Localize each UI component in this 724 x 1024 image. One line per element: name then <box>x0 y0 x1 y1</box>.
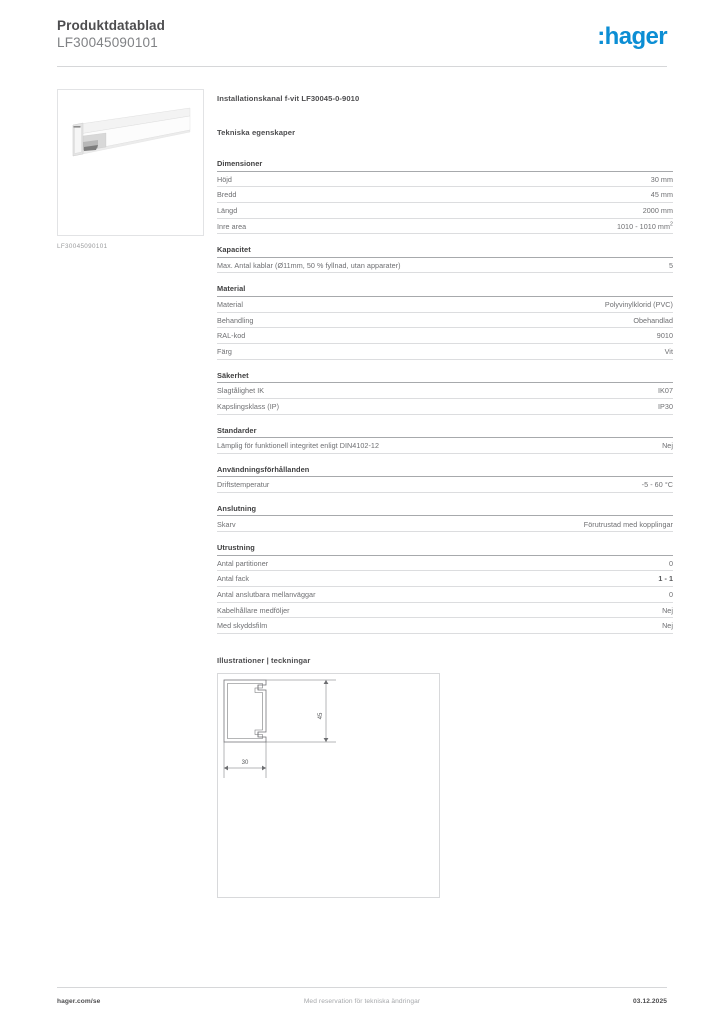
spec-row <box>217 556 673 572</box>
spec-section <box>217 543 673 634</box>
spec-label: Slagtålighet IK <box>217 386 265 396</box>
illustration-frame <box>217 673 440 898</box>
spec-row <box>217 477 673 493</box>
spec-section-title: Kapacitet <box>217 245 673 258</box>
spec-label: Skarv <box>217 519 236 529</box>
spec-label: Lämplig för funktionell integritet enligt DIN4102-12 <box>217 441 380 451</box>
spec-value: 0 <box>668 558 673 568</box>
spec-row <box>217 438 673 454</box>
spec-row <box>217 603 673 619</box>
spec-label: Kabelhållare medföljer <box>217 605 290 615</box>
document-reference: LF30045090101 <box>57 35 158 50</box>
illustrations-heading: Illustrationer | teckningar <box>217 656 311 666</box>
spec-section-title: Utrustning <box>217 543 673 556</box>
spec-value: 5 <box>668 260 673 270</box>
spec-row <box>217 297 673 313</box>
spec-value: 45 mm <box>650 190 673 200</box>
spec-row <box>217 219 673 235</box>
spec-section-title: Användningsförhållanden <box>217 465 673 478</box>
header-divider <box>57 66 667 67</box>
footer-disclaimer: Med reservation för tekniska ändringar <box>303 998 421 1005</box>
spec-sections <box>217 159 673 634</box>
spec-section-title: Standarder <box>217 426 673 439</box>
spec-value: Nej <box>662 621 673 631</box>
product-image-caption: LF30045090101 <box>57 243 108 250</box>
spec-row <box>217 187 673 203</box>
spec-section-title: Säkerhet <box>217 371 673 384</box>
installation-trunking-white-image <box>58 90 203 235</box>
spec-section <box>217 426 673 454</box>
drawing-width-label: 30 <box>241 760 249 767</box>
spec-label: Färg <box>217 347 232 357</box>
spec-value: Förutrustad med kopplingar <box>583 519 673 529</box>
product-image-frame <box>57 89 204 236</box>
footer-website[interactable]: hager.com/se <box>57 998 101 1005</box>
spec-section-title: Dimensioner <box>217 159 673 172</box>
spec-section-title: Anslutning <box>217 504 673 517</box>
spec-label: Antal anslutbara mellanväggar <box>217 590 316 600</box>
spec-value: Polyvinylklorid (PVC) <box>604 300 673 310</box>
spec-value: 30 mm <box>650 174 673 184</box>
specifications-column <box>217 94 673 898</box>
spec-row <box>217 587 673 603</box>
spec-section <box>217 504 673 532</box>
spec-value: Nej <box>662 441 673 451</box>
page-header <box>57 18 667 62</box>
spec-row <box>217 258 673 274</box>
spec-value: Obehandlad <box>633 315 673 325</box>
spec-row <box>217 618 673 634</box>
spec-label: Antal partitioner <box>217 558 269 568</box>
spec-label: RAL-kod <box>217 331 246 341</box>
drawing-height-label: 45 <box>318 712 324 720</box>
spec-row <box>217 172 673 188</box>
spec-value: 1 - 1 <box>658 574 673 584</box>
spec-value: 9010 <box>656 331 673 341</box>
spec-label: Max. Antal kablar (Ø11mm, 50 % fyllnad, utan apparater) <box>217 260 401 270</box>
spec-section <box>217 159 673 234</box>
spec-section-title: Material <box>217 284 673 297</box>
product-name: Installationskanal f-vit LF30045-0-9010 <box>217 94 360 103</box>
profile-cross-section-drawing <box>218 674 439 897</box>
spec-value-superscript: 2 <box>670 221 673 228</box>
spec-label: Med skyddsfilm <box>217 621 268 631</box>
page-footer <box>57 998 667 1005</box>
spec-label: Höjd <box>217 174 232 184</box>
page-title: Produktdatablad <box>57 18 166 33</box>
spec-row <box>217 203 673 219</box>
spec-value: Vit <box>664 347 673 357</box>
spec-section <box>217 245 673 273</box>
spec-label: Inre area <box>217 221 247 231</box>
spec-label: Behandling <box>217 315 254 325</box>
spec-label: Kapslingsklass (IP) <box>217 401 280 411</box>
spec-label: Bredd <box>217 190 237 200</box>
spec-value: 2000 mm <box>642 205 673 215</box>
footer-date: 03.12.2025 <box>632 998 667 1005</box>
spec-section <box>217 371 673 415</box>
hager-logo: :hager <box>597 23 667 50</box>
spec-section <box>217 284 673 359</box>
spec-row <box>217 399 673 415</box>
spec-value: Nej <box>662 605 673 615</box>
technical-properties-heading: Tekniska egenskaper <box>217 128 296 137</box>
spec-row <box>217 328 673 344</box>
spec-value <box>607 222 673 231</box>
spec-value: IK07 <box>658 386 673 396</box>
spec-section <box>217 465 673 493</box>
spec-row <box>217 313 673 329</box>
spec-label: Material <box>217 300 243 310</box>
spec-value-text: 1010 - 1010 mm <box>616 221 670 231</box>
spec-row <box>217 344 673 360</box>
spec-value: IP30 <box>658 401 673 411</box>
spec-row <box>217 383 673 399</box>
spec-label: Antal fack <box>217 574 250 584</box>
spec-label: Driftstemperatur <box>217 480 270 490</box>
spec-row <box>217 516 673 532</box>
spec-label: Längd <box>217 205 238 215</box>
spec-value: 0 <box>668 590 673 600</box>
spec-row <box>217 571 673 587</box>
footer-divider <box>57 987 667 988</box>
spec-value: -5 - 60 °C <box>641 480 673 490</box>
